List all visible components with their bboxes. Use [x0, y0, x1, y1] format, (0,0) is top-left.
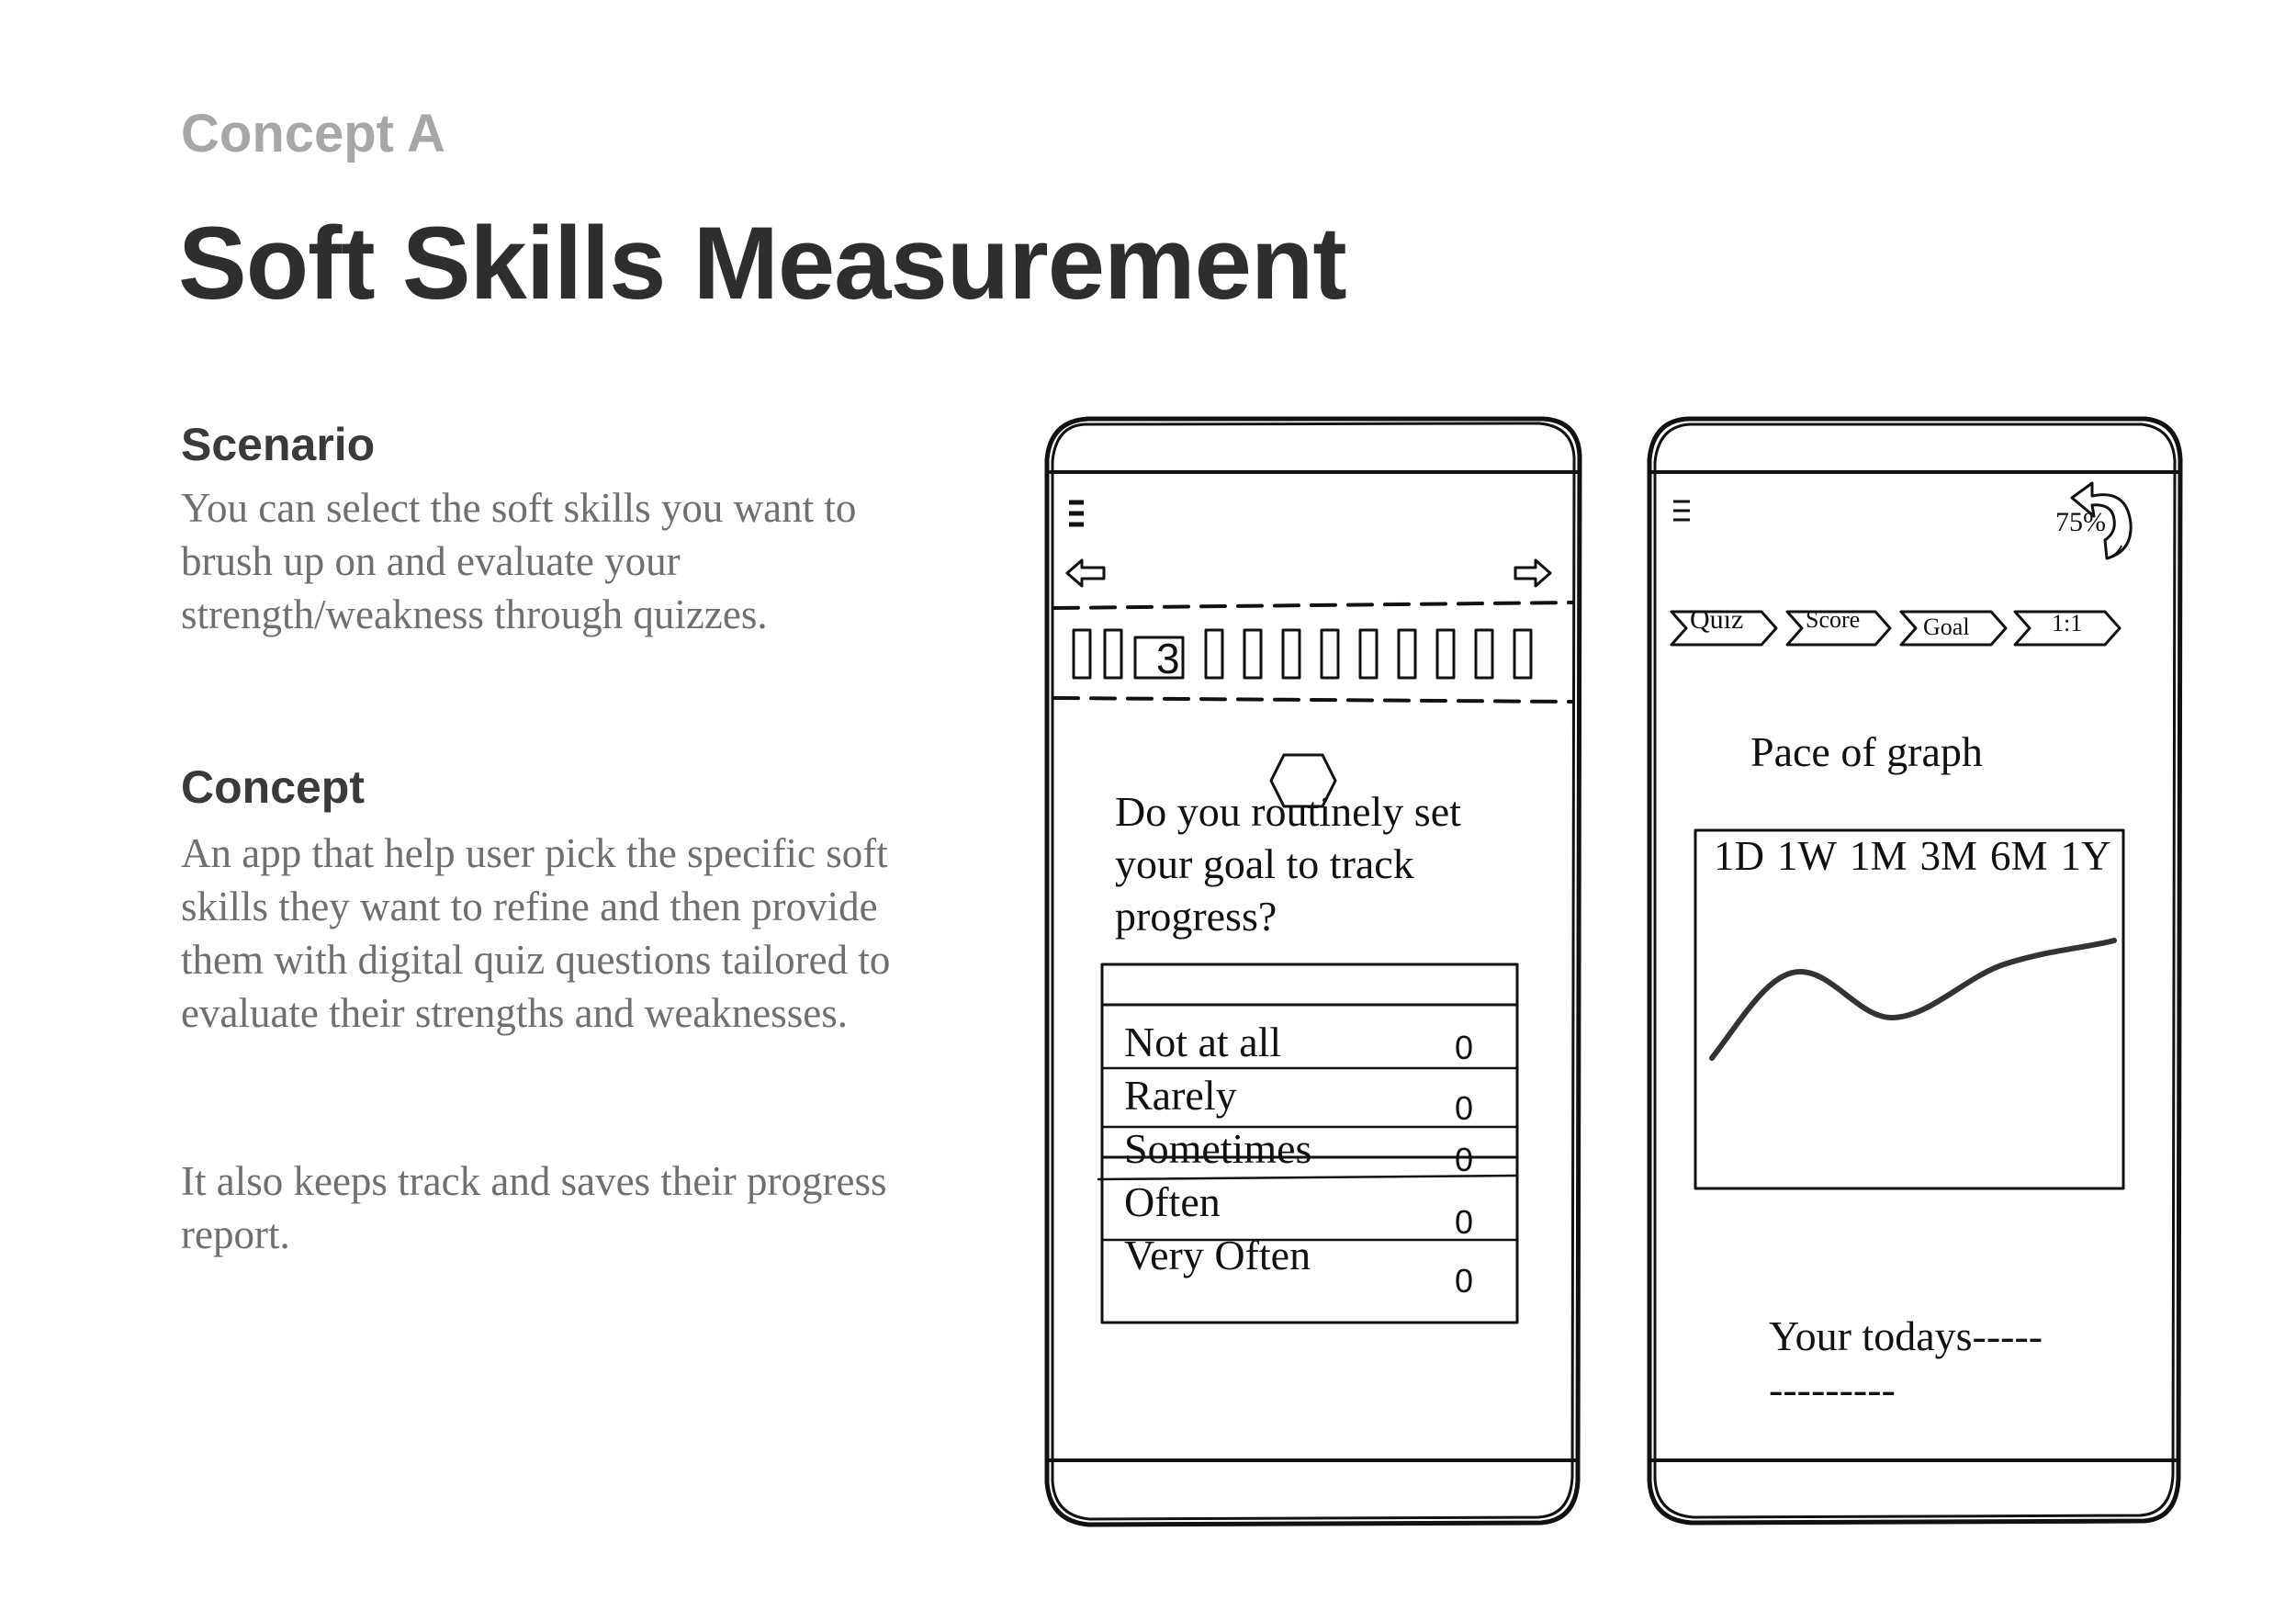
option-very-often[interactable]: Very Often — [1124, 1232, 1311, 1278]
progress-percent-label: 75% — [2055, 507, 2106, 537]
tab-quiz[interactable]: Quiz — [1690, 604, 1744, 635]
option-often[interactable]: Often — [1124, 1178, 1221, 1225]
radio-very-often[interactable]: 0 — [1455, 1262, 1474, 1300]
concept-text: An app that help user pick the specific soft skills they want to refine and then provide them with digital quiz questions tailored to evaluate their strengths and weaknesses. — [181, 830, 891, 1036]
today-summary-text: Your todays----- — [1769, 1312, 2043, 1359]
graph-box — [1695, 830, 2123, 1188]
progress-graph-line — [1712, 940, 2114, 1058]
scenario-text: You can select the soft skills you want to brush up on and evaluate your strength/weakness through quizzes. — [181, 485, 857, 637]
graph-title: Pace of graph — [1750, 728, 1983, 775]
concept-heading: Concept — [181, 761, 365, 813]
range-1y[interactable]: 1Y — [2060, 833, 2111, 879]
question-text: Do you routinely set your goal to track progress? — [1115, 788, 1461, 940]
radio-rarely[interactable]: 0 — [1455, 1089, 1474, 1127]
range-1m[interactable]: 1M — [1849, 833, 1908, 879]
range-6m[interactable]: 6M — [1990, 833, 2048, 879]
range-1d[interactable]: 1D — [1714, 833, 1764, 879]
option-sometimes[interactable]: Sometimes — [1124, 1125, 1312, 1172]
radio-sometimes[interactable]: 0 — [1455, 1141, 1474, 1178]
radio-often[interactable]: 0 — [1455, 1203, 1474, 1241]
range-3m[interactable]: 3M — [1919, 833, 1978, 879]
tab-goal[interactable]: Goal — [1923, 614, 1970, 640]
radio-not-at-all[interactable]: 0 — [1455, 1029, 1474, 1066]
current-question-number: 3 — [1156, 635, 1180, 682]
page-title: Soft Skills Measurement — [178, 206, 1346, 321]
option-not-at-all[interactable]: Not at all — [1124, 1019, 1282, 1065]
concept-text-progress: It also keeps track and saves their progress report. — [181, 1158, 887, 1257]
hamburger-icon[interactable] — [1673, 501, 1690, 520]
tab-one-on-one[interactable]: 1:1 — [2052, 610, 2083, 636]
range-selector — [1714, 832, 2111, 880]
range-1w[interactable]: 1W — [1777, 833, 1837, 879]
concept-kicker: Concept A — [181, 104, 445, 163]
tab-score[interactable]: Score — [1806, 606, 1861, 633]
option-rarely[interactable]: Rarely — [1124, 1072, 1237, 1119]
today-summary-continuation: --------- — [1769, 1366, 1896, 1413]
scenario-heading: Scenario — [181, 419, 376, 470]
